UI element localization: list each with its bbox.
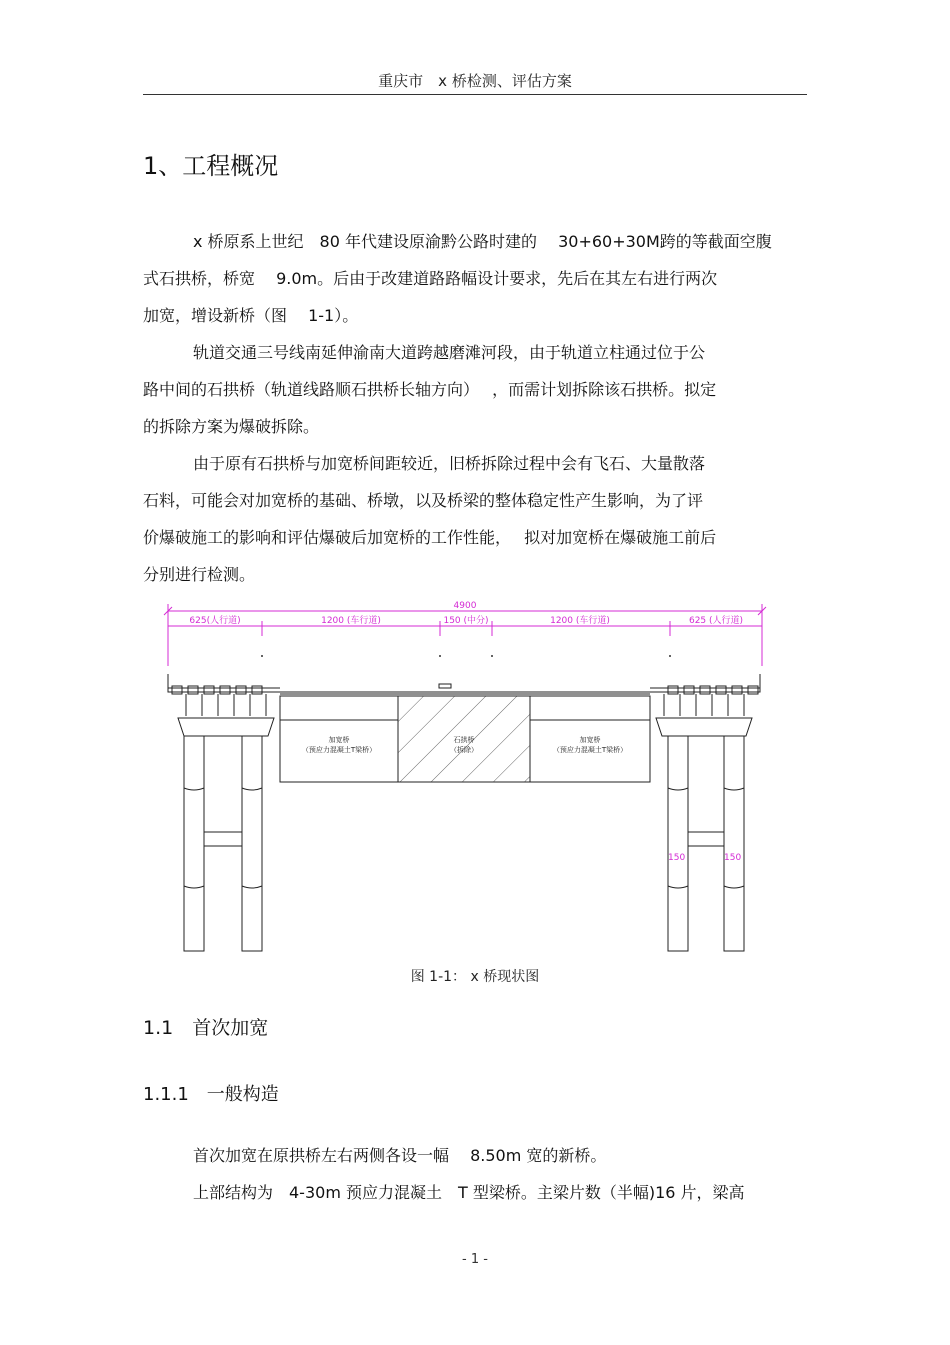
page-number: - 1 - [462,1252,488,1267]
dim-segment-label: 625(人行道) [189,616,241,626]
dimension-lines [164,604,766,666]
dim-segment-label: 625 (人行道) [688,616,744,626]
text-line: 的拆除方案为爆破拆除。 [143,417,320,436]
text-line: 路中间的石拱桥（轨道线路顺石拱桥长轴方向） ，而需计划拆除该石拱桥。拟定 [143,380,717,399]
bridge-structure [168,674,760,951]
text-line: 轨道交通三号线南延伸渝南大道跨越磨滩河段，由于轨道立柱通过位于公 [193,343,706,362]
text-line: 上部结构为 4-30m 预应力混凝土 T 型梁桥。主梁片数（半幅)16 片，梁高 [193,1183,745,1202]
paragraph-overview-3 [143,445,803,593]
header-rule [143,94,807,95]
right-box-label: 加宽桥 [579,736,601,744]
pier-dim-label: 150 [724,853,742,863]
section-heading-1: 1、工程概况 [143,152,279,180]
text-line: 加宽，增设新桥（图 1-1）。 [143,306,359,325]
right-girders [664,686,758,716]
middle-box-label: 石拱桥 [453,736,475,744]
text-line: 石料，可能会对加宽桥的基础、桥墩，以及桥梁的整体稳定性产生影响，为了评 [143,491,704,510]
text-line: 分别进行检测。 [143,565,256,584]
left-girders [172,686,266,716]
text-line: 价爆破施工的影响和评估爆破后加宽桥的工作性能， 拟对加宽桥在爆破施工前后 [143,528,717,547]
text-line: x 桥原系上世纪 80 年代建设原渝黔公路时建的 30+60+30M跨的等截面空腹 [193,232,772,251]
paragraph-general-structure [143,1137,803,1211]
paragraph-overview-1 [143,223,803,334]
text-line: 由于原有石拱桥与加宽桥间距较近，旧桥拆除过程中会有飞石、大量散落 [193,454,706,473]
section-heading-1-1: 1.1 首次加宽 [143,1017,269,1039]
dim-segment-label: 1200 (车行道) [550,616,610,626]
section-heading-1-1-1: 1.1.1 一般构造 [143,1084,279,1105]
figure-caption: 图 1-1： x 桥现状图 [410,969,540,985]
left-box-label: 加宽桥 [328,736,350,744]
bridge-cross-section-figure [150,596,780,956]
right-box-label: （预应力混凝土T梁桥） [552,746,628,754]
dim-segment-label: 1200 (车行道) [321,616,381,626]
text-line: 式石拱桥，桥宽 9.0m。后由于改建道路路幅设计要求，先后在其左右进行两次 [143,269,718,288]
dim-segment-label: 150 (中分) [443,616,489,626]
page-header-title: 重庆市 x 桥检测、评估方案 [378,72,572,90]
pier-dim-label: 150 [668,853,686,863]
text-line: 首次加宽在原拱桥左右两侧各设一幅 8.50m 宽的新桥。 [193,1146,607,1165]
left-box-label: （预应力混凝土T梁桥） [301,746,377,754]
dim-total-label: 4900 [453,601,477,611]
middle-box-label: （拆除） [450,746,478,754]
paragraph-overview-2 [143,334,803,445]
